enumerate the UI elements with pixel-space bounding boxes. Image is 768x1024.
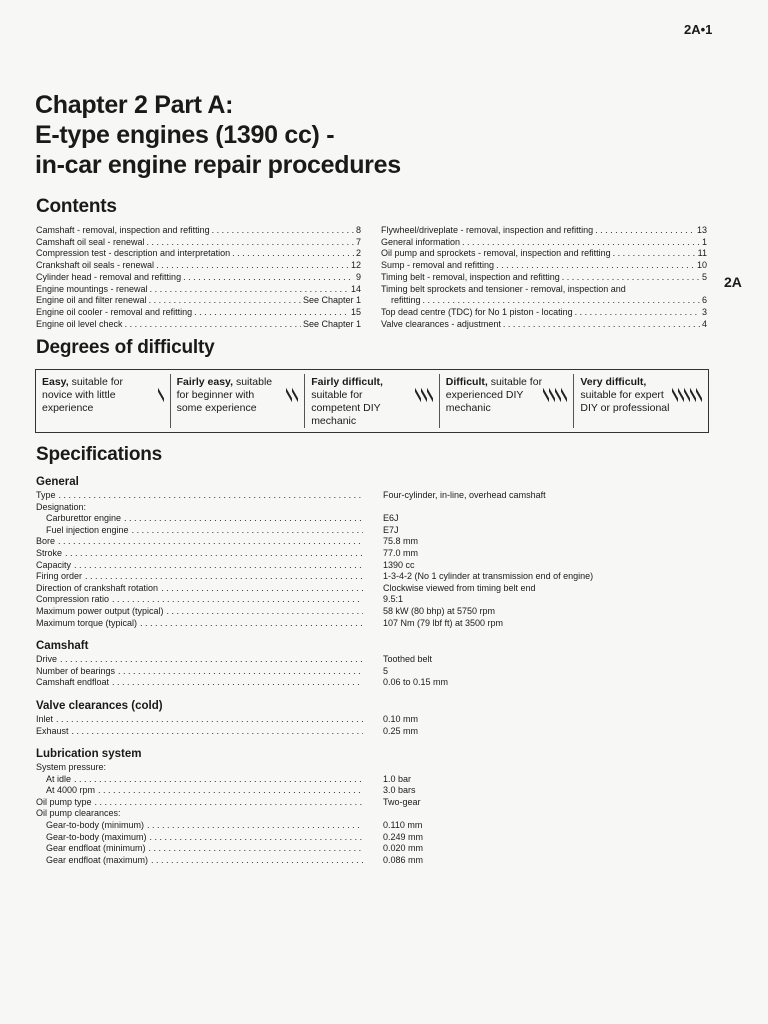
spec-label: Maximum power output (typical) (36, 605, 164, 616)
contents-list-right (381, 225, 707, 330)
spec-section-heading: Valve clearances (cold) (36, 699, 163, 712)
page-number: 2A•1 (684, 22, 713, 37)
difficulty-heading: Degrees of difficulty (36, 337, 215, 358)
spec-row (36, 762, 676, 774)
spec-group-lubrication (36, 762, 676, 866)
spec-value: 0.249 mm (383, 831, 424, 842)
spec-value: 77.0 mm (383, 547, 419, 558)
spec-value: 9.5:1 (383, 594, 404, 605)
difficulty-level-very-difficult: Very difficult, suitable for expert DIY or professional (574, 374, 708, 428)
spec-value: 107 Nm (79 lbf ft) at 3500 rpm (383, 617, 504, 628)
spec-group-camshaft (36, 654, 676, 689)
spec-row (36, 502, 676, 514)
toc-entry-continued[interactable]: refitting . . . 6 (381, 295, 707, 307)
toc-entry[interactable]: General information . . . 1 (381, 237, 707, 249)
spec-row (36, 774, 676, 786)
spec-section-heading: Lubrication system (36, 748, 142, 761)
difficulty-level-fairly-difficult: Fairly difficult, suitable for competent DIY mechanic (305, 374, 440, 428)
spanner-icon (672, 382, 702, 412)
spec-label: Exhaust (36, 725, 69, 736)
spec-label: Gear endfloat (maximum) (46, 854, 149, 865)
specifications-heading: Specifications (36, 444, 163, 465)
toc-entry[interactable]: Compression test - description and interpretation . . . 2 (36, 248, 361, 260)
spec-label: Number of bearings (36, 665, 116, 676)
spec-label: Designation: (36, 501, 87, 512)
spec-value: 1.0 bar (383, 773, 412, 784)
contents-heading: Contents (36, 196, 117, 217)
spec-label: Fuel injection engine (46, 524, 129, 535)
spec-row (36, 571, 676, 583)
toc-entry[interactable]: Oil pump and sprockets - removal, inspection and refitting . . . 11 (381, 248, 707, 260)
spec-value: 0.086 mm (383, 854, 424, 865)
spec-value: 3.0 bars (383, 785, 416, 796)
spec-label: Type (36, 490, 56, 500)
spec-label: Inlet (36, 713, 54, 724)
spec-group-valves (36, 714, 676, 737)
spec-section-heading: General (36, 476, 79, 488)
toc-entry[interactable]: Engine oil and filter renewal . . . See Chapter 1 (36, 295, 361, 307)
difficulty-level-easy: Easy, suitable for novice with little experience (36, 374, 171, 428)
toc-entry[interactable]: Crankshaft oil seals - renewal . . . 12 (36, 260, 361, 272)
title-line-2: E-type engines (1390 cc) - (35, 121, 335, 149)
chapter-title (35, 90, 715, 180)
spec-label: Maximum torque (typical) (36, 617, 138, 628)
spec-value: E7J (383, 524, 399, 535)
spec-row (36, 843, 676, 855)
spec-row (36, 654, 676, 666)
spec-row (36, 513, 676, 525)
toc-entry[interactable]: Valve clearances - adjustment . . . 4 (381, 319, 707, 331)
spec-value: 0.020 mm (383, 843, 424, 854)
spec-row (36, 797, 676, 809)
spec-row (36, 525, 676, 537)
spec-row (36, 677, 676, 689)
spanner-icon (415, 382, 433, 412)
spec-label: Bore (36, 536, 56, 547)
spec-row (36, 855, 676, 867)
spec-row (36, 560, 676, 572)
spec-row (36, 606, 676, 618)
title-line-3: in-car engine repair procedures (35, 151, 401, 179)
spanner-icon (286, 382, 298, 412)
spec-value: Four-cylinder, in-line, overhead camshaft (383, 490, 546, 500)
spec-row (36, 618, 676, 630)
spec-label: At 4000 rpm (46, 785, 96, 796)
spec-value: 0.110 mm (383, 820, 423, 831)
spec-row (36, 536, 676, 548)
spec-row (36, 594, 676, 606)
spec-section-heading: Camshaft (36, 640, 89, 653)
difficulty-level-fairly-easy: Fairly easy, suitable for beginner with some experience (171, 374, 306, 428)
spec-value: Two-gear (383, 796, 421, 807)
spanner-icon (543, 382, 567, 412)
spec-label: Direction of crankshaft rotation (36, 582, 159, 593)
spec-label: Capacity (36, 559, 72, 570)
toc-entry[interactable]: Engine oil cooler - removal and refitting . . . 15 (36, 307, 361, 319)
toc-entry[interactable]: Timing belt - removal, inspection and refitting . . . 5 (381, 272, 707, 284)
spec-row (36, 490, 676, 502)
spec-value: 0.06 to 0.15 mm (383, 677, 449, 688)
spec-value: E6J (383, 513, 399, 524)
spec-row (36, 832, 676, 844)
spec-row (36, 820, 676, 832)
spanner-icon (158, 382, 164, 412)
spec-row (36, 785, 676, 797)
spec-label: Oil pump type (36, 796, 92, 807)
spec-label: Camshaft endfloat (36, 677, 110, 688)
toc-entry[interactable]: Flywheel/driveplate - removal, inspection and refitting . . . 13 (381, 225, 707, 237)
spec-group-general (36, 490, 676, 629)
spec-value: 0.10 mm (383, 713, 419, 724)
spec-value: 58 kW (80 bhp) at 5750 rpm (383, 605, 496, 616)
spec-label: Oil pump clearances: (36, 808, 121, 819)
title-line-1: Chapter 2 Part A: (35, 91, 234, 119)
toc-entry[interactable]: Timing belt sprockets and tensioner - removal, inspection and (381, 283, 626, 294)
toc-entry[interactable]: Cylinder head - removal and refitting . . . 9 (36, 272, 361, 284)
spec-label: Gear-to-body (minimum) (46, 820, 145, 831)
spec-value: 5 (383, 665, 389, 676)
spec-row (36, 548, 676, 560)
spec-value: 0.25 mm (383, 725, 419, 736)
spec-label: System pressure: (36, 762, 107, 773)
contents-list-left (36, 225, 361, 330)
spec-value: 75.8 mm (383, 536, 419, 547)
spec-value: Clockwise viewed from timing belt end (383, 582, 536, 593)
spec-label: Compression ratio (36, 594, 110, 605)
chapter-side-tab: 2A (724, 274, 742, 290)
toc-entry[interactable]: Engine oil level check . . . See Chapter 1 (36, 319, 361, 331)
spec-label: Drive (36, 654, 58, 665)
spec-value: 1390 cc (383, 559, 415, 570)
spec-label: Gear-to-body (maximum) (46, 831, 147, 842)
difficulty-level-difficult: Difficult, suitable for experienced DIY mechanic (440, 374, 575, 428)
spec-value: 1-3-4-2 (No 1 cylinder at transmission end of engine) (383, 571, 594, 582)
difficulty-scale (35, 369, 709, 433)
spec-row (36, 583, 676, 595)
spec-row (36, 666, 676, 678)
spec-row (36, 726, 676, 738)
spec-value: Toothed belt (383, 654, 433, 665)
spec-label: Stroke (36, 547, 63, 558)
spec-row (36, 808, 676, 820)
specifications-table (36, 474, 676, 866)
toc-entry[interactable]: Camshaft - removal, inspection and refitting . . . 8 (36, 225, 361, 237)
spec-row (36, 714, 676, 726)
toc-entry[interactable]: Sump - removal and refitting . . . 10 (381, 260, 707, 272)
toc-entry[interactable]: Engine mountings - renewal . . . 14 (36, 284, 361, 296)
spec-label: Firing order (36, 571, 83, 582)
toc-entry[interactable]: Camshaft oil seal - renewal . . . 7 (36, 237, 361, 249)
toc-entry[interactable]: Top dead centre (TDC) for No 1 piston - locating . . . 3 (381, 307, 707, 319)
spec-label: At idle (46, 773, 72, 784)
spec-label: Carburettor engine (46, 513, 122, 524)
spec-label: Gear endfloat (minimum) (46, 843, 146, 854)
